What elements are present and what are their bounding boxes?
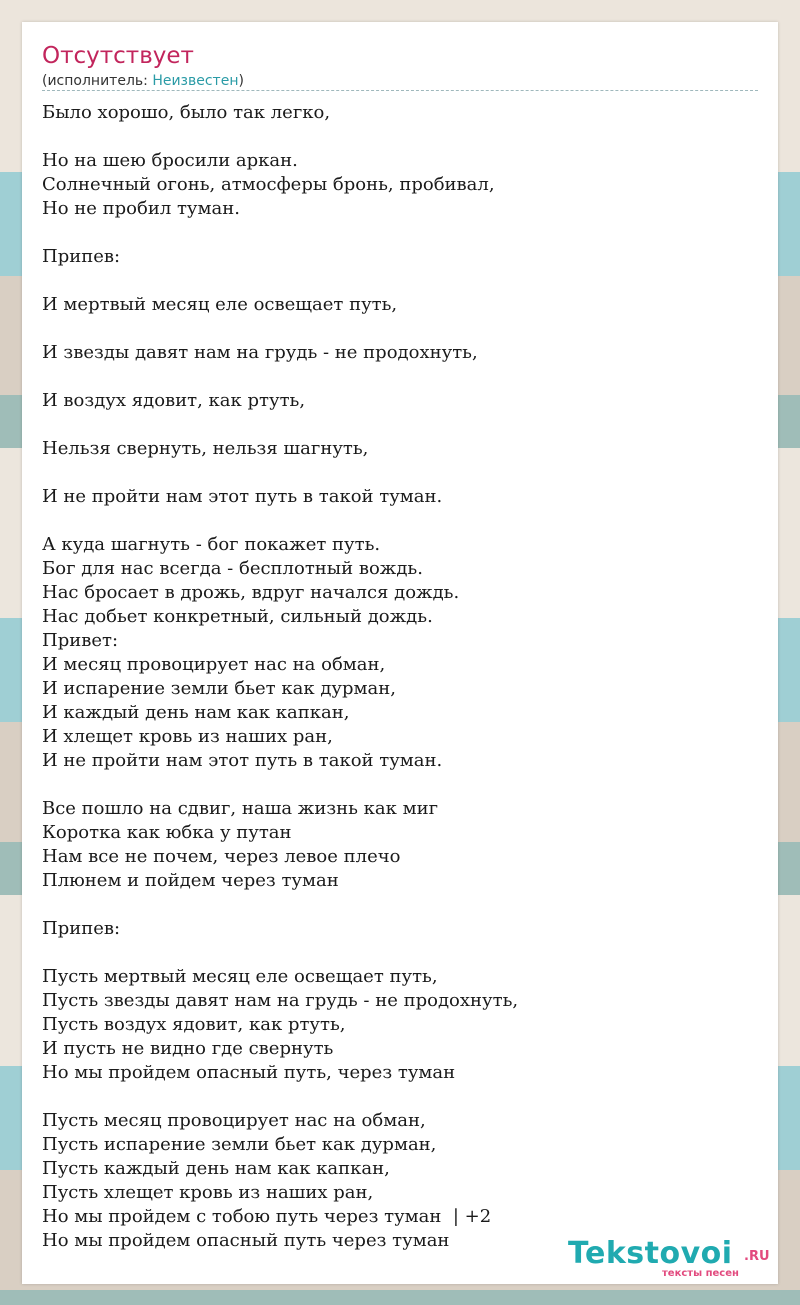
- lyrics-line: И не пройти нам этот путь в такой туман.: [42, 486, 443, 507]
- lyrics-line: [42, 125, 758, 149]
- lyrics-line: [42, 269, 758, 293]
- lyrics-line: И испарение земли бьет как дурман,: [42, 678, 396, 699]
- lyrics-line: И каждый день нам как капкан,: [42, 702, 350, 723]
- lyrics-line: Все пошло на сдвиг, наша жизнь как миг: [42, 798, 439, 819]
- lyrics-line: И хлещет кровь из наших ран,: [42, 726, 333, 747]
- logo-tagline: тексты песен: [662, 1268, 739, 1279]
- lyrics-line: И воздух ядовит, как ртуть,: [42, 390, 306, 411]
- lyrics-line: Но на шею бросили аркан.: [42, 150, 298, 171]
- lyrics-line: Пусть месяц провоцирует нас на обман,: [42, 1110, 426, 1131]
- lyrics-line: А куда шагнуть - бог покажет путь.: [42, 534, 381, 555]
- lyrics-line: Пусть воздух ядовит, как ртуть,: [42, 1014, 346, 1035]
- lyrics-line: Припев:: [42, 918, 121, 939]
- logo-name: Tekstovoi: [568, 1236, 733, 1271]
- lyrics-line: [42, 461, 758, 485]
- lyrics-line: Нас добьет конкретный, сильный дождь.: [42, 606, 433, 627]
- lyrics-text: [42, 101, 758, 1253]
- lyrics-line: Плюнем и пойдем через туман: [42, 870, 339, 891]
- lyrics-line: Припев:: [42, 246, 121, 267]
- lyrics-line: [42, 317, 758, 341]
- lyrics-line: Солнечный огонь, атмосферы бронь, пробивал,: [42, 174, 495, 195]
- lyrics-line: Пусть хлещет кровь из наших ран,: [42, 1182, 374, 1203]
- lyrics-line: Было хорошо, было так легко,: [42, 102, 331, 123]
- lyrics-line: Коротка как юбка у путан: [42, 822, 292, 843]
- lyrics-line: Но мы пройдем опасный путь, через туман: [42, 1062, 456, 1083]
- lyrics-line: [42, 773, 758, 797]
- lyrics-line: Нельзя свернуть, нельзя шагнуть,: [42, 438, 369, 459]
- artist-line: [42, 72, 244, 90]
- lyrics-line: [42, 221, 758, 245]
- lyrics-line: Пусть мертвый месяц еле освещает путь,: [42, 966, 438, 987]
- lyrics-line: Но не пробил туман.: [42, 198, 240, 219]
- lyrics-line: И звезды давят нам на грудь - не продохнуть,: [42, 342, 478, 363]
- artist-suffix: ): [238, 73, 244, 89]
- lyrics-line: И пусть не видно где свернуть: [42, 1038, 334, 1059]
- lyrics-line: И месяц провоцирует нас на обман,: [42, 654, 386, 675]
- lyrics-line: [42, 893, 758, 917]
- title-divider: [42, 90, 758, 91]
- lyrics-line: [42, 941, 758, 965]
- logo-tld: .RU: [744, 1249, 770, 1264]
- lyrics-line: Но мы пройдем опасный путь через туман: [42, 1230, 450, 1251]
- lyrics-line: Привет:: [42, 630, 119, 651]
- lyrics-line: Бог для нас всегда - бесплотный вождь.: [42, 558, 423, 579]
- lyrics-card: [22, 22, 778, 1284]
- lyrics-line: Пусть испарение земли бьет как дурман,: [42, 1134, 437, 1155]
- lyrics-line: Пусть звезды давят нам на грудь - не продохнуть,: [42, 990, 519, 1011]
- lyrics-line: Нам все не почем, через левое плечо: [42, 846, 401, 867]
- lyrics-line: Но мы пройдем с тобою путь через туман | +2: [42, 1206, 492, 1227]
- lyrics-line: И не пройти нам этот путь в такой туман.: [42, 750, 443, 771]
- lyrics-line: [42, 365, 758, 389]
- lyrics-line: [42, 509, 758, 533]
- artist-prefix: (исполнитель:: [42, 73, 153, 89]
- lyrics-line: Нас бросает в дрожь, вдруг начался дождь.: [42, 582, 460, 603]
- lyrics-line: Пусть каждый день нам как капкан,: [42, 1158, 390, 1179]
- lyrics-line: [42, 1085, 758, 1109]
- lyrics-line: [42, 413, 758, 437]
- lyrics-line: И мертвый месяц еле освещает путь,: [42, 294, 398, 315]
- site-logo[interactable]: [568, 1236, 778, 1284]
- song-title: Отсутствует: [42, 43, 194, 69]
- artist-link[interactable]: Неизвестен: [152, 73, 239, 89]
